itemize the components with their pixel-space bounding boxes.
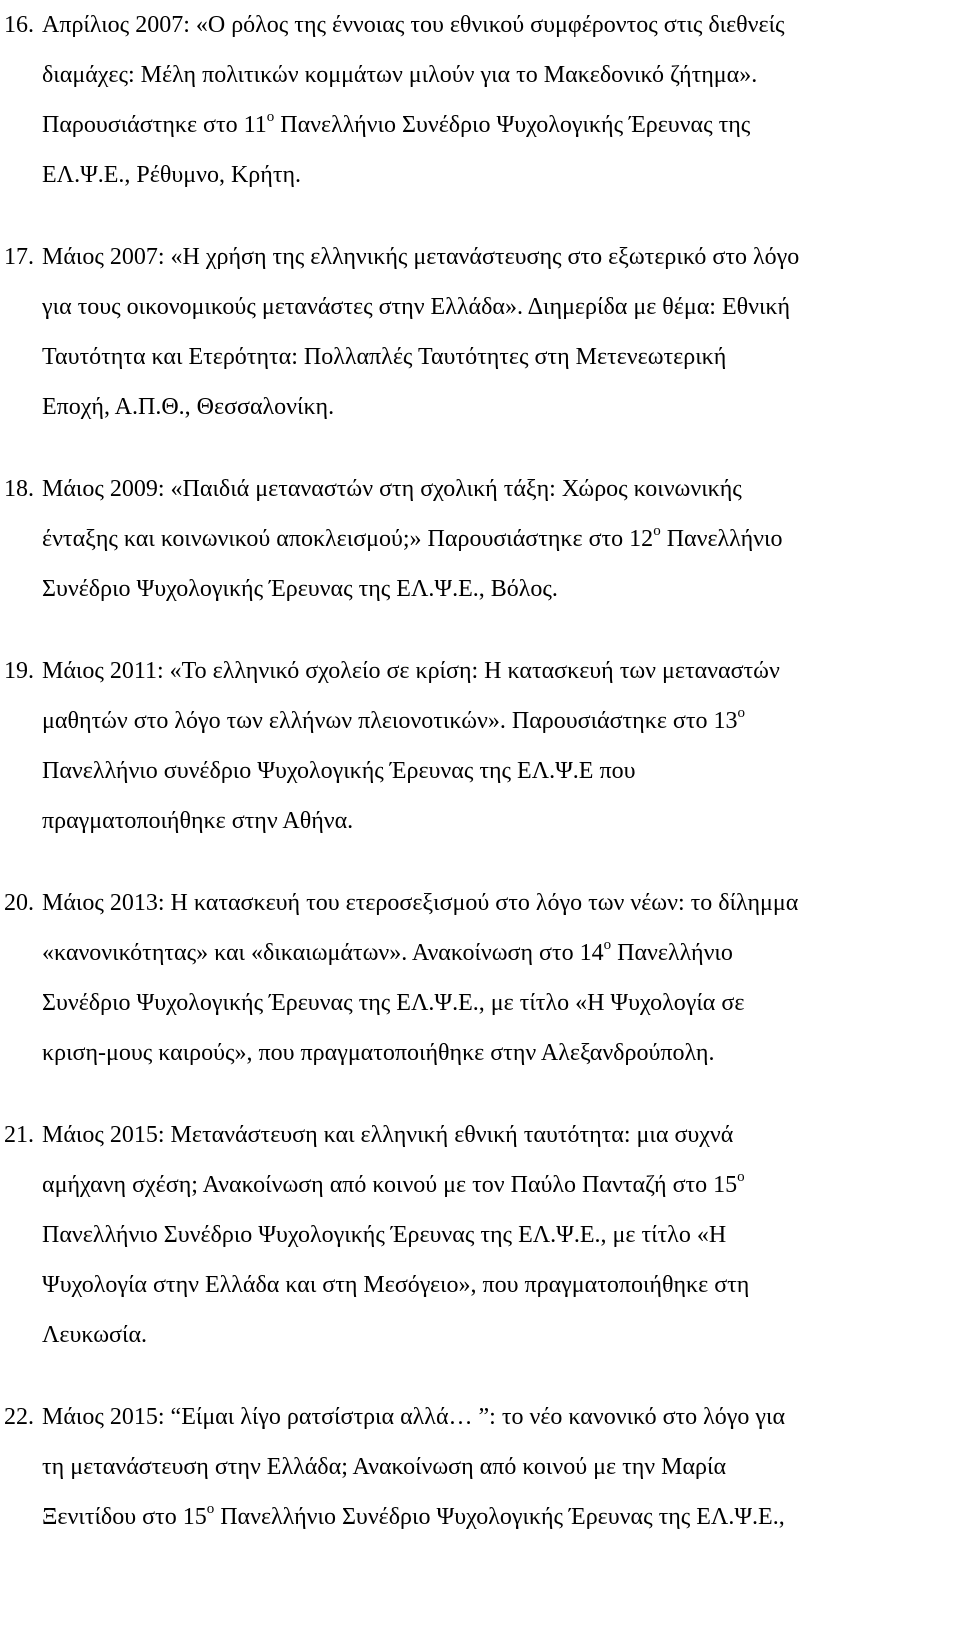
entry-line — [4, 1260, 960, 1310]
entry-text: για τους οικονομικούς μετανάστες στην Ελλάδα». Διημερίδα με θέμα: Εθνική — [42, 294, 791, 320]
entry-text: Συνέδριο Ψυχολογικής Έρευνας της ΕΛ.Ψ.Ε., Βόλος. — [42, 576, 558, 602]
ordinal-superscript: ο — [653, 523, 661, 539]
entry-text: Μάιος 2011: «Το ελληνικό σχολείο σε κρίση: Η κατασκευή των μεταναστών — [42, 658, 780, 684]
entry-text: Πανελλήνιο Συνέδριο Ψυχολογικής Έρευνας της ΕΛ.Ψ.Ε., με τίτλο «Η — [42, 1222, 727, 1248]
entry-gap — [4, 1360, 960, 1392]
entry-first-line — [4, 1110, 960, 1160]
entry-gap — [4, 846, 960, 878]
entry-first-line — [4, 878, 960, 928]
entry-line — [4, 796, 960, 846]
list-item — [4, 464, 960, 614]
entry-text: Μάιος 2015: Μετανάστευση και ελληνική εθνική ταυτότητα: μια συχνά — [42, 1122, 734, 1148]
list-item — [4, 0, 960, 200]
list-item — [4, 1392, 960, 1542]
entry-text: Πανελλήνιο Συνέδριο Ψυχολογικής Έρευνας της ΕΛ.Ψ.Ε., — [214, 1504, 785, 1530]
list-item — [4, 646, 960, 846]
entry-line — [4, 332, 960, 382]
entry-line — [4, 382, 960, 432]
entry-text: κριση-μους καιρούς», που πραγματοποιήθηκε στην Αλεξανδρούπολη. — [42, 1040, 715, 1066]
entry-line — [4, 1492, 960, 1542]
entry-text: ΕΛ.Ψ.Ε., Ρέθυμνο, Κρήτη. — [42, 162, 302, 188]
entry-first-line — [4, 1392, 960, 1442]
entry-text: ένταξης και κοινωνικού αποκλεισμού;» Παρουσιάστηκε στο 12 — [42, 526, 654, 552]
entry-text: «κανονικότητας» και «δικαιωμάτων». Ανακοίνωση στο 14 — [42, 940, 604, 966]
entry-first-line — [4, 0, 960, 50]
entry-text: πραγματοποιήθηκε στην Αθήνα. — [42, 808, 354, 834]
entry-line — [4, 746, 960, 796]
entry-first-line — [4, 464, 960, 514]
entry-text: Ταυτότητα και Ετερότητα: Πολλαπλές Ταυτότητες στη Μετενεωτερική — [42, 344, 727, 370]
list-item — [4, 1110, 960, 1360]
ordinal-superscript: ο — [603, 937, 612, 953]
entry-text: Μάιος 2015: “Είμαι λίγο ρατσίστρια αλλά… ”: το νέο κανονικό στο λόγο για — [42, 1404, 786, 1430]
entry-text: διαμάχες: Μέλη πολιτικών κομμάτων μιλούν για το Μακεδονικό ζήτημα». — [42, 62, 758, 88]
entry-number: 16. — [4, 12, 34, 38]
entry-text: Απρίλιος 2007: «Ο ρόλος της έννοιας του εθνικού συμφέροντος στις διεθνείς — [42, 12, 785, 38]
entry-text: Πανελλήνιο — [660, 526, 783, 552]
entry-text: Πανελλήνιο — [611, 940, 733, 966]
entry-line — [4, 282, 960, 332]
entry-number: 18. — [4, 476, 34, 502]
entry-line — [4, 696, 960, 746]
entry-number: 19. — [4, 658, 34, 684]
entry-line — [4, 928, 960, 978]
entry-text: Λευκωσία. — [42, 1322, 148, 1348]
ordinal-superscript: ο — [206, 1501, 215, 1517]
entry-number: 20. — [4, 890, 34, 916]
entry-text: Πανελλήνιο Συνέδριο Ψυχολογικής Έρευνας της — [274, 112, 751, 138]
list-item — [4, 232, 960, 432]
list-item — [4, 878, 960, 1078]
entry-line — [4, 978, 960, 1028]
entry-text: Πανελλήνιο συνέδριο Ψυχολογικής Έρευνας της ΕΛ.Ψ.Ε που — [42, 758, 636, 784]
entry-line — [4, 564, 960, 614]
entry-text: μαθητών στο λόγο των ελλήνων πλειονοτικών». Παρουσιάστηκε στο 13 — [42, 708, 738, 734]
entry-gap — [4, 614, 960, 646]
entry-number: 21. — [4, 1122, 34, 1148]
ordinal-superscript: ο — [737, 1169, 745, 1185]
entry-text: Παρουσιάστηκε στο 11 — [42, 112, 267, 138]
entry-first-line — [4, 646, 960, 696]
entry-number: 22. — [4, 1404, 34, 1430]
entry-first-line — [4, 232, 960, 282]
entry-number: 17. — [4, 244, 34, 270]
entry-text: Ξενιτίδου στο 15 — [42, 1504, 207, 1530]
entry-text: τη μετανάστευση στην Ελλάδα; Ανακοίνωση από κοινού με την Μαρία — [42, 1454, 727, 1480]
entry-text: αμήχανη σχέση; Ανακοίνωση από κοινού με τον Παύλο Πανταζή στο 15 — [42, 1172, 738, 1198]
entry-line — [4, 1160, 960, 1210]
entry-gap — [4, 432, 960, 464]
entry-line — [4, 514, 960, 564]
entry-text: Ψυχολογία στην Ελλάδα και στη Μεσόγειο», που πραγματοποιήθηκε στη — [42, 1272, 750, 1298]
entry-line — [4, 50, 960, 100]
entry-text: Εποχή, Α.Π.Θ., Θεσσαλονίκη. — [42, 394, 335, 420]
entry-line — [4, 1310, 960, 1360]
entry-text: Συνέδριο Ψυχολογικής Έρευνας της ΕΛ.Ψ.Ε., με τίτλο «Η Ψυχολογία σε — [42, 990, 745, 1016]
entry-gap — [4, 200, 960, 232]
entry-line — [4, 1442, 960, 1492]
entry-line — [4, 1028, 960, 1078]
entry-text: Μάιος 2007: «Η χρήση της ελληνικής μετανάστευσης στο εξωτερικό στο λόγο — [42, 244, 800, 270]
entry-line — [4, 150, 960, 200]
ordinal-superscript: ο — [266, 109, 275, 125]
entry-gap — [4, 1078, 960, 1110]
entry-text: Μάιος 2009: «Παιδιά μεταναστών στη σχολική τάξη: Χώρος κοινωνικής — [42, 476, 742, 502]
entry-line — [4, 1210, 960, 1260]
entry-text: Μάιος 2013: Η κατασκευή του ετεροσεξισμού στο λόγο των νέων: το δίλημμα — [42, 890, 799, 916]
entry-line — [4, 100, 960, 150]
ordinal-superscript: ο — [737, 705, 745, 721]
